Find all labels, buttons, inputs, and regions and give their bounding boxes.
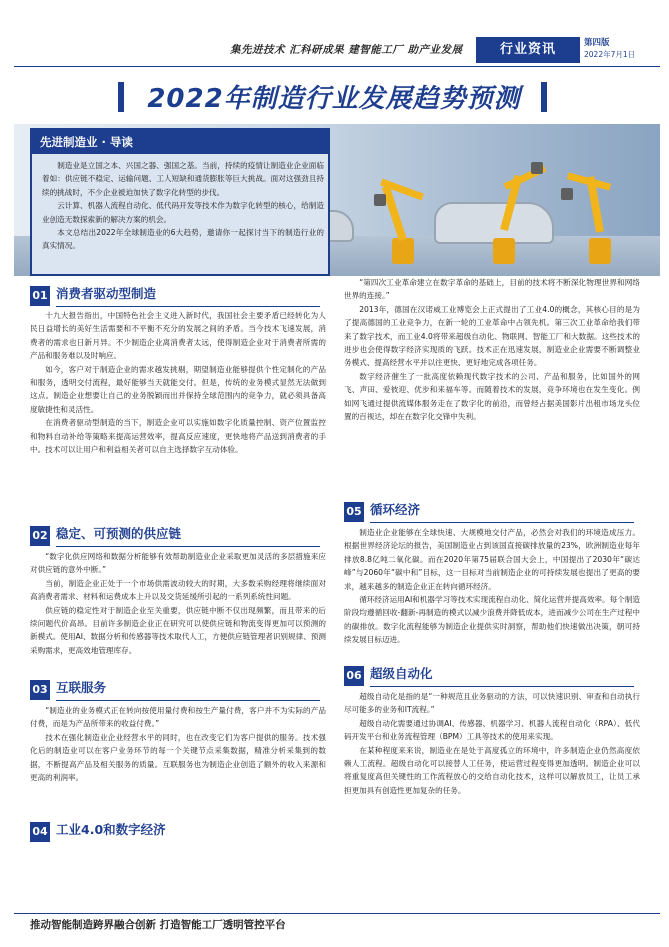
section-heading-04 [30,822,326,842]
intro-body [42,159,324,253]
page-header [0,0,669,72]
section-number: 02 [30,526,50,546]
paragraph: 超级自动化是指的是“一种规范且业务驱动的方法，可以快速识别、审查和自动执行尽可能多的业务和IT流程。” [344,692,640,715]
section-number: 04 [30,822,50,842]
section-rule [370,522,634,523]
intro-heading: 先进制造业 · 导读 [32,130,328,154]
paragraph: 循环经济运用AI和机器学习等技术实现流程自动化、简化运营并提高效率。每个制造阶段均遵循回收-翻新-再制造的模式以减少浪费并降低成本，进而减少公司在生产过程中的碳排放。数字化流程能够为制造企业提供实时洞察，帮助他们快速做出决策，朝可持续发展目标迈进。 [344,595,640,645]
intro-box [30,128,330,276]
section-number: 01 [30,286,50,306]
section-heading-01 [30,286,326,306]
paragraph: 十九大报告指出，中国特色社会主义进入新时代，我国社会主要矛盾已经转化为人民日益增长的美好生活需要和不平衡不充分的发展之间的矛盾。当今技术飞速发展，消费者的需求也日新月异。不少制造企业离消费者太远，使得制造企业对于消费者所需的产品和服务难以及时响应。 [30,311,326,361]
section-title: 互联服务 [56,680,107,695]
intro-paragraph: 云计算、机器人流程自动化、低代码开发等技术作为数字化转型的核心，给制造业创造无数探索新的解决方案的机会。 [42,201,324,224]
intro-paragraph: 制造业是立国之本、兴国之器、强国之基。当前，持续的疫情让制造业企业面临着如：供应链不稳定、运输问题、工人短缺和通货膨胀等巨大挑战。面对这强劲且持续的挑战时，不少企业被迫加快了数字化转型的步伐。 [42,161,324,197]
section-body-02 [30,550,326,657]
section-rule [56,306,320,307]
section-rule [56,700,320,701]
section-body-05 [344,526,640,647]
masthead-slogan: 集先进技术 汇科研成果 建智能工厂 助产业发展 [230,44,463,56]
footer-slogan: 推动智能制造跨界融合创新 打造智能工厂透明管控平台 [30,919,286,931]
section-title: 循环经济 [370,502,421,517]
section-body-03 [30,704,326,784]
section-heading-05 [344,502,640,522]
paragraph: 供应链的稳定性对于制造企业至关重要，供应链中断不仅出现频繁，而且带来的后续问题代价高昂。目前许多制造企业正在研究可以使供应链和物流变得更加可以预测的新模式。使用AI、数据分析和传感器等技术取代人工，方便供应链管理者识别规律、预测采购需求，更高效地管理库存。 [30,605,326,655]
section-title: 工业4.0和数字经济 [56,822,166,837]
quote-paragraph: “第四次工业革命建立在数字革命的基础上，目前的技术将不断深化物理世界和网络世界的连接。” [344,278,640,301]
footer-rule [14,913,660,914]
section-heading-03 [30,680,326,700]
section-body-01 [30,309,326,456]
section-title: 稳定、可预测的供应链 [56,526,182,541]
issue-info [584,38,660,60]
paragraph: 超级自动化需要通过协调AI、传感器、机器学习、机器人流程自动化（RPA）、低代码开发平台和业务流程管理（BPM）工具等技术的使用来实现。 [344,718,640,742]
edition-label: 第四版 [584,38,610,48]
section-title: 超级自动化 [370,666,433,681]
paragraph: 2013年，德国在汉诺威工业博览会上正式提出了工业4.0的概念，其核心目的是为了提高德国的工业竞争力，在新一轮的工业革命中占领先机。第三次工业革命给我们带来了数字技术，而工业4.0将带来超级自动化、物联网、智能工厂和大数据。这些技术的进步也会使得数字经济实现质的飞跃。技术正在迅速发展，制造业企业需要不断调整业务模式、提高经营水平并以往更快、更好地完成各项任务。 [344,304,640,368]
paragraph: 数字经济催生了一批高度依赖现代数字技术的公司、产品和服务，比如国外的网飞、声田、爱彼迎、优步和来福车等。而随着技术的发展，竞争环境也在发生变化。例如网飞通过提供流媒体服务走在了数字化的前沿，而曾经占据美国影片出租市场龙头位置的百视达，却在在数字化交锋中失利。 [344,371,640,422]
section-heading-02 [30,526,326,546]
paragraph: 制造业企业能够在全球快速、大规模地交付产品，必然会对我们的环境造成压力。根据世界经济论坛的报告，美国制造业占到该国直接碳排放量的23%，欧洲制造业每年排放8.8亿吨二氧化碳。而在2020年第75届联合国大会上，中国提出了2030年“碳达峰”与2060年“碳中和”目标，这一目标对当前制造企业的可持续发展也提出了更高的要求，越来越多的制造企业正在转向循环经济。 [344,528,640,591]
paragraph: 在某种程度来来说，制造业在是处于高度孤立的环境中，许多制造企业仍然高度依赖人工流程。超级自动化可以接替人工任务，使运营过程变得更加透明。制造企业可以将重复度高但关键性的工作流程放心的交给自动化技术，这样可以解放员工，让员工承担更加具有创造性更加复杂的任务。 [344,745,640,795]
robot-arm-icon [374,164,434,264]
section-heading-06 [344,666,640,686]
section-number: 06 [344,666,364,686]
paragraph: 技术在强化制造业企业经营水平的同时，也在改变它们为客户提供的服务。技术强化后的制造业可以在客户业务环节的每一个关键节点采集数据，精准分析采集到的数据，不断提高产品及相关服务的质量。互联服务也为制造企业创造了额外的收入来源和更高的利润率。 [30,732,326,783]
robot-arm-icon [469,144,539,264]
quote-paragraph: “数字化供应网络和数据分析能够有效帮助制造业企业采取更加灵活的多层措施来应对供应链的意外中断。” [30,552,326,575]
intro-paragraph: 本文总结出2022年全球制造业的6大趋势，邀请你一起探讨当下的制造行业的真实情况。 [42,228,324,251]
section-rule [56,546,320,547]
robot-arm-icon [559,154,639,264]
section-number: 03 [30,680,50,700]
section-number: 05 [344,502,364,522]
rubric-badge: 行业资讯 [476,37,580,63]
section-rule [370,686,634,687]
page-title: 2022年制造行业发展趋势预测 [147,84,521,114]
paragraph: 在消费者驱动型制造的当下，制造企业可以实施如数字化质量控制、资产位置监控和物料自动补给等策略来提高运营效率，提高反应速度，更快地将产品送到消费者的手中。技术可以让用户和利益相关者可以自主选择数字互动体验。 [30,418,326,455]
paragraph: 当前，制造企业正处于一个市场供需波动较大的时期，大多数采购经理将继续面对高消费者需求、材料和运费成本上升以及交货延缓所引起的一系列系统性问题。 [30,578,326,602]
paragraph: 如今，客户对于制造企业的需求越发挑剔，期望制造业能够提供个性定制化的产品和服务，透明交付流程，最好能够当天就能交付。但是，传统的业务模式显然无法做到这点。制造企业想要让自己的业务脱颖而出并保持全球范围内的竞争力，就必须具备高度敏捷性和灵活性。 [30,364,326,414]
section-title: 消费者驱动型制造 [56,286,157,301]
title-bar-right [541,82,547,112]
title-bar-left [118,82,124,112]
issue-date: 2022年7月1日 [584,50,636,59]
section-body-06 [344,690,640,797]
quote-paragraph: “制造业的业务模式正在转向按使用量付费和按生产量付费，客户并不为实际的产品付费，而是为产品所带来的收益付费。” [30,706,326,729]
title-band [0,72,669,124]
header-rule [14,66,660,67]
section-body-04 [344,276,640,423]
